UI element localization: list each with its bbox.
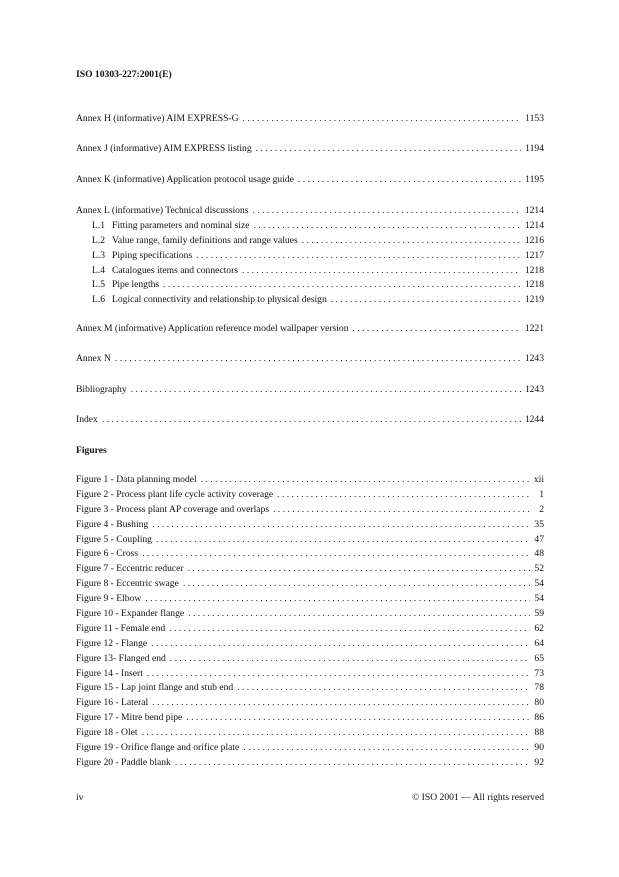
figure-entry-label: Figure 3 - Process plant AP coverage and overlaps — [76, 503, 270, 515]
leader-dots — [188, 563, 531, 574]
toc-subentry-page: 1217 — [524, 249, 544, 261]
figure-entry-page: 48 — [534, 548, 544, 560]
figure-entry[interactable] — [76, 757, 544, 772]
leader-dots — [145, 593, 530, 604]
leader-dots — [163, 279, 521, 290]
leader-dots — [152, 519, 530, 530]
toc-bibliography — [76, 384, 544, 399]
toc-subentry-label: Logical connectivity and relationship to physical design — [112, 294, 327, 306]
leader-dots — [115, 353, 521, 364]
toc-entry-page: 1243 — [524, 353, 544, 364]
figure-entry[interactable] — [76, 623, 544, 638]
toc-entry[interactable] — [76, 205, 544, 220]
figure-entry-label: Figure 19 - Orifice flange and orifice plate — [76, 742, 240, 754]
toc-entry-label: Annex M (informative) Application reference model wallpaper version — [76, 323, 349, 334]
leader-dots — [256, 143, 522, 154]
leader-dots — [243, 742, 530, 753]
toc-subentry-page: 1214 — [524, 219, 544, 231]
figure-entry-label: Figure 10 - Expander flange — [76, 608, 185, 620]
figure-entry[interactable] — [76, 563, 544, 578]
figure-entry-page: 88 — [534, 727, 544, 739]
toc-entry-label: Annex K (informative) Application protocol usage guide — [76, 174, 294, 185]
figure-entry[interactable] — [76, 548, 544, 563]
leader-dots — [186, 712, 530, 723]
toc-subentry[interactable] — [76, 235, 544, 250]
toc-entry[interactable] — [76, 174, 544, 189]
toc-entry-page: 1221 — [524, 323, 544, 334]
leader-dots — [298, 174, 521, 185]
figure-entry[interactable] — [76, 697, 544, 712]
toc-subentry-number: L.4 — [92, 264, 106, 276]
leader-dots — [243, 113, 522, 124]
figure-entry[interactable] — [76, 727, 544, 742]
figure-entry[interactable] — [76, 668, 544, 683]
figure-entry-label: Figure 11 - Female end — [76, 622, 166, 634]
figure-entry-page: 62 — [534, 622, 544, 634]
toc-entry-label: Annex N — [76, 353, 111, 364]
leader-dots — [253, 220, 520, 231]
toc-subentry[interactable] — [76, 294, 544, 309]
figure-entry-page: 2 — [539, 503, 544, 515]
figure-entry-page: 54 — [534, 578, 544, 590]
figure-entry-page: xii — [533, 474, 544, 485]
figures-list — [76, 474, 544, 772]
toc-entry[interactable] — [76, 414, 544, 429]
leader-dots — [142, 548, 530, 559]
figure-entry-page: 1 — [539, 488, 544, 500]
toc-annex-l — [76, 205, 544, 309]
leader-dots — [169, 623, 530, 634]
figure-entry[interactable] — [76, 578, 544, 593]
leader-dots — [242, 265, 521, 276]
toc-entry-label: Bibliography — [76, 384, 127, 395]
leader-dots — [331, 294, 521, 305]
toc-entry-label: Annex H (informative) AIM EXPRESS-G — [76, 113, 239, 124]
toc-subentry-page: 1218 — [524, 279, 544, 291]
figure-entry-page: 35 — [534, 518, 544, 530]
toc-entry-page: 1214 — [524, 205, 544, 216]
toc-entry[interactable] — [76, 353, 544, 368]
footer-copyright: © ISO 2001 — All rights reserved — [412, 792, 544, 803]
leader-dots — [188, 608, 530, 619]
leader-dots — [237, 682, 530, 693]
figure-entry-page: 90 — [534, 742, 544, 754]
figure-entry[interactable] — [76, 638, 544, 653]
figure-entry[interactable] — [76, 519, 544, 534]
figure-entry[interactable] — [76, 474, 544, 489]
leader-dots — [131, 384, 521, 395]
leader-dots — [170, 653, 531, 664]
figure-entry-label: Figure 1 - Data planning model — [76, 474, 197, 485]
toc-subentry-label: Pipe lengths — [112, 279, 160, 291]
toc-subentry-label: Fitting parameters and nominal size — [112, 219, 250, 231]
figure-entry-label: Figure 16 - Lateral — [76, 697, 149, 709]
toc-entry[interactable] — [76, 384, 544, 399]
figure-entry-page: 92 — [534, 756, 544, 768]
figure-entry-label: Figure 7 - Eccentric reducer — [76, 563, 184, 575]
figure-entry-label: Figure 6 - Cross — [76, 548, 139, 560]
figure-entry-page: 78 — [534, 682, 544, 694]
figure-entry[interactable] — [76, 593, 544, 608]
figure-entry-label: Figure 12 - Flange — [76, 637, 148, 649]
toc-annex-j — [76, 143, 544, 158]
leader-dots — [147, 668, 531, 679]
toc-subentry[interactable] — [76, 265, 544, 280]
toc-entry-page: 1244 — [524, 414, 544, 425]
figure-entry-label: Figure 18 - Olet — [76, 727, 138, 739]
toc-index — [76, 414, 544, 429]
figure-entry[interactable] — [76, 712, 544, 727]
toc-subentry-label: Value range, family definitions and range values — [112, 234, 298, 246]
toc-entry[interactable] — [76, 113, 544, 128]
toc-annex-m — [76, 323, 544, 338]
figure-entry-page: 47 — [534, 533, 544, 545]
figure-entry-label: Figure 13- Flanged end — [76, 652, 166, 664]
toc-subentry[interactable] — [76, 250, 544, 265]
toc-entry[interactable] — [76, 323, 544, 338]
toc-subentry-page: 1219 — [524, 294, 544, 306]
figure-entry[interactable] — [76, 742, 544, 757]
toc-subentry[interactable] — [76, 220, 544, 235]
figures-heading: Figures — [76, 445, 107, 456]
toc-subentry-number: L.5 — [92, 279, 106, 291]
toc-entry-page: 1243 — [524, 384, 544, 395]
leader-dots — [142, 727, 531, 738]
toc-subentry-number: L.6 — [92, 294, 106, 306]
toc-entry-page: 1195 — [525, 174, 544, 185]
leader-dots — [196, 250, 521, 261]
toc-entry-label: Index — [76, 414, 98, 425]
figure-entry-label: Figure 14 - Insert — [76, 667, 143, 679]
leader-dots — [183, 578, 531, 589]
toc-subentry-label: Catalogues items and connectors — [112, 264, 239, 276]
figure-entry-page: 73 — [534, 667, 544, 679]
figure-entry-label: Figure 5 - Coupling — [76, 533, 152, 545]
leader-dots — [152, 697, 530, 708]
figure-entry[interactable] — [76, 504, 544, 519]
toc-subentry-number: L.3 — [92, 249, 106, 261]
leader-dots — [175, 757, 531, 768]
leader-dots — [277, 489, 532, 500]
figure-entry-page: 65 — [534, 652, 544, 664]
toc-annex-h — [76, 113, 544, 128]
toc-subentry-number: L.1 — [92, 219, 106, 231]
toc-subentry[interactable] — [76, 279, 544, 294]
footer-page-number: iv — [76, 792, 84, 803]
figure-entry-label: Figure 4 - Bushing — [76, 518, 149, 530]
figure-entry-page: 59 — [534, 608, 544, 620]
toc-subentry-page: 1218 — [524, 264, 544, 276]
figure-entry[interactable] — [76, 653, 544, 668]
leader-dots — [102, 414, 521, 425]
toc-subentry-number: L.2 — [92, 234, 106, 246]
figure-entry-label: Figure 17 - Mitre bend pipe — [76, 712, 183, 724]
figure-entry[interactable] — [76, 608, 544, 623]
figure-entry-label: Figure 20 - Paddle blank — [76, 756, 171, 768]
figure-entry[interactable] — [76, 534, 544, 549]
toc-annex-n — [76, 353, 544, 368]
leader-dots — [156, 534, 530, 545]
document-header: ISO 10303-227:2001(E) — [76, 69, 172, 80]
figure-entry-label: Figure 15 - Lap joint flange and stub end — [76, 682, 234, 694]
leader-dots — [353, 323, 521, 334]
toc-entry-label: Annex L (informative) Technical discussions — [76, 205, 249, 216]
toc-subentry-label: Piping specifications — [112, 249, 193, 261]
figure-entry-label: Figure 2 - Process plant life cycle activity coverage — [76, 488, 274, 500]
leader-dots — [253, 205, 521, 216]
figure-entry[interactable] — [76, 682, 544, 697]
leader-dots — [302, 235, 521, 246]
figure-entry-label: Figure 9 - Elbow — [76, 593, 142, 605]
leader-dots — [201, 474, 530, 485]
figure-entry[interactable] — [76, 489, 544, 504]
toc-entry-label: Annex J (informative) AIM EXPRESS listing — [76, 143, 252, 154]
figure-entry-page: 86 — [534, 712, 544, 724]
figure-entry-page: 64 — [534, 637, 544, 649]
toc-entry-page: 1194 — [525, 143, 544, 154]
figure-entry-page: 52 — [534, 563, 544, 575]
toc-annex-k — [76, 174, 544, 189]
figure-entry-page: 80 — [534, 697, 544, 709]
figure-entry-page: 54 — [534, 593, 544, 605]
leader-dots — [273, 504, 532, 515]
leader-dots — [151, 638, 530, 649]
toc-entry-page: 1153 — [525, 113, 544, 124]
toc-subentry-page: 1216 — [524, 234, 544, 246]
toc-entry[interactable] — [76, 143, 544, 158]
figure-entry-label: Figure 8 - Eccentric swage — [76, 578, 179, 590]
